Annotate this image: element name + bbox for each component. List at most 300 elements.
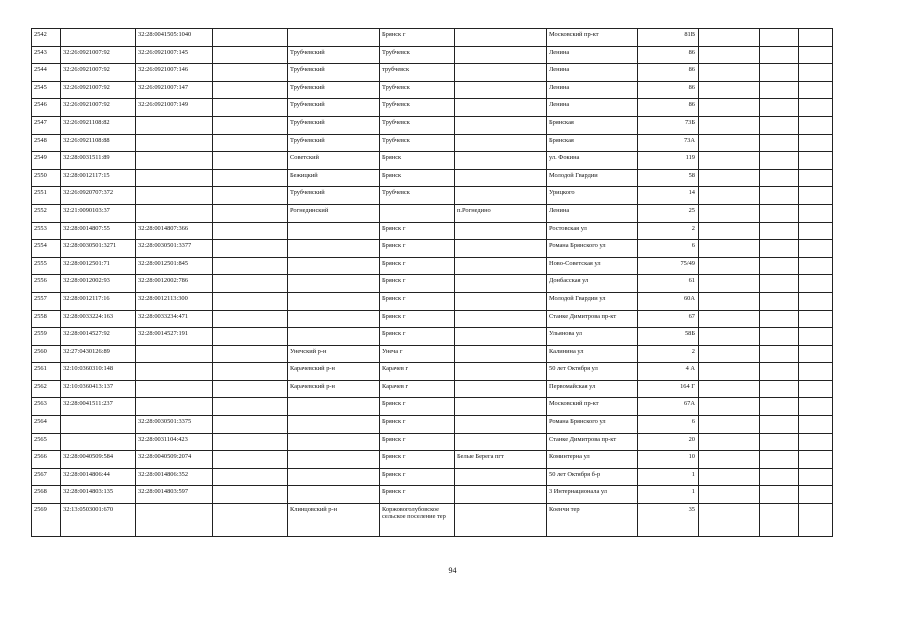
empty-cell bbox=[760, 134, 799, 152]
table-row bbox=[32, 204, 833, 222]
object-cadastral-number-cell: 32:26:0921007:146 bbox=[136, 64, 213, 82]
empty-cell bbox=[799, 169, 833, 187]
empty-cell bbox=[760, 416, 799, 434]
table-row bbox=[32, 310, 833, 328]
locality-cell bbox=[455, 468, 547, 486]
house-number-cell: 2 bbox=[638, 345, 699, 363]
cadastral-number-cell: 32:28:0014803:135 bbox=[61, 486, 136, 504]
house-number-cell: 75/49 bbox=[638, 257, 699, 275]
empty-cell bbox=[213, 486, 288, 504]
locality-cell bbox=[455, 363, 547, 381]
empty-cell bbox=[213, 433, 288, 451]
empty-cell bbox=[799, 363, 833, 381]
city-cell: Трубчевск bbox=[380, 187, 455, 205]
district-cell: Трубчевский bbox=[288, 116, 380, 134]
cadastral-number-cell: 32:26:0921108:82 bbox=[61, 116, 136, 134]
street-cell: Ленина bbox=[547, 64, 638, 82]
empty-cell bbox=[799, 328, 833, 346]
city-cell: Трубчевск bbox=[380, 99, 455, 117]
district-cell: Трубчевский bbox=[288, 134, 380, 152]
street-cell: Молодой Гвардии ул bbox=[547, 292, 638, 310]
cadastral-number-cell: 32:26:0921007:92 bbox=[61, 99, 136, 117]
locality-cell bbox=[455, 345, 547, 363]
house-number-cell: 10 bbox=[638, 451, 699, 469]
street-cell: Брянская bbox=[547, 116, 638, 134]
cadastral-number-cell: 32:28:0040509:584 bbox=[61, 451, 136, 469]
empty-cell bbox=[213, 46, 288, 64]
house-number-cell: 61 bbox=[638, 275, 699, 293]
empty-cell bbox=[799, 504, 833, 537]
empty-cell bbox=[799, 222, 833, 240]
locality-cell bbox=[455, 504, 547, 537]
district-cell: Карачевский р-н bbox=[288, 363, 380, 381]
city-cell: Брянск г bbox=[380, 29, 455, 47]
table-row bbox=[32, 169, 833, 187]
street-cell: Урицкого bbox=[547, 187, 638, 205]
empty-cell bbox=[213, 134, 288, 152]
row-number-cell: 2550 bbox=[32, 169, 61, 187]
city-cell: Карачев г bbox=[380, 380, 455, 398]
table-row bbox=[32, 64, 833, 82]
empty-cell bbox=[699, 116, 760, 134]
street-cell: Коминтерна ул bbox=[547, 451, 638, 469]
street-cell: Коенчи тер bbox=[547, 504, 638, 537]
house-number-cell: 6 bbox=[638, 416, 699, 434]
house-number-cell: 81В bbox=[638, 29, 699, 47]
object-cadastral-number-cell bbox=[136, 363, 213, 381]
street-cell: Донбасская ул bbox=[547, 275, 638, 293]
city-cell: Брянск г bbox=[380, 310, 455, 328]
empty-cell bbox=[760, 64, 799, 82]
object-cadastral-number-cell bbox=[136, 504, 213, 537]
table-row bbox=[32, 116, 833, 134]
house-number-cell: 2 bbox=[638, 222, 699, 240]
locality-cell bbox=[455, 187, 547, 205]
object-cadastral-number-cell: 32:26:0921007:145 bbox=[136, 46, 213, 64]
cadastral-number-cell: 32:28:0014527:92 bbox=[61, 328, 136, 346]
empty-cell bbox=[213, 222, 288, 240]
empty-cell bbox=[799, 310, 833, 328]
empty-cell bbox=[699, 169, 760, 187]
cadastral-number-cell: 32:28:0012117:15 bbox=[61, 169, 136, 187]
district-cell: Трубчевский bbox=[288, 64, 380, 82]
table-row bbox=[32, 468, 833, 486]
city-cell: Брянск bbox=[380, 152, 455, 170]
locality-cell bbox=[455, 486, 547, 504]
row-number-cell: 2564 bbox=[32, 416, 61, 434]
locality-cell bbox=[455, 292, 547, 310]
empty-cell bbox=[699, 398, 760, 416]
district-cell bbox=[288, 292, 380, 310]
cadastral-number-cell: 32:27:0430126:89 bbox=[61, 345, 136, 363]
street-cell: Ленина bbox=[547, 81, 638, 99]
row-number-cell: 2563 bbox=[32, 398, 61, 416]
empty-cell bbox=[213, 81, 288, 99]
cadastral-number-cell: 32:28:0033224:163 bbox=[61, 310, 136, 328]
city-cell bbox=[380, 204, 455, 222]
district-cell: Карачевский р-н bbox=[288, 380, 380, 398]
empty-cell bbox=[760, 380, 799, 398]
object-cadastral-number-cell bbox=[136, 204, 213, 222]
cadastral-number-cell: 32:10:0360413:137 bbox=[61, 380, 136, 398]
row-number-cell: 2568 bbox=[32, 486, 61, 504]
row-number-cell: 2542 bbox=[32, 29, 61, 47]
house-number-cell: 6 bbox=[638, 240, 699, 258]
city-cell: Брянск г bbox=[380, 416, 455, 434]
empty-cell bbox=[760, 187, 799, 205]
empty-cell bbox=[799, 416, 833, 434]
row-number-cell: 2546 bbox=[32, 99, 61, 117]
empty-cell bbox=[699, 292, 760, 310]
table-row bbox=[32, 152, 833, 170]
empty-cell bbox=[799, 275, 833, 293]
street-cell: Романа Брянского ул bbox=[547, 416, 638, 434]
empty-cell bbox=[699, 468, 760, 486]
cadastral-number-cell: 32:28:0031511:89 bbox=[61, 152, 136, 170]
object-cadastral-number-cell: 32:28:0040509:2074 bbox=[136, 451, 213, 469]
district-cell bbox=[288, 222, 380, 240]
district-cell: Трубчевский bbox=[288, 46, 380, 64]
district-cell bbox=[288, 433, 380, 451]
table-row bbox=[32, 504, 833, 537]
empty-cell bbox=[699, 486, 760, 504]
object-cadastral-number-cell: 32:28:0031104:423 bbox=[136, 433, 213, 451]
table-row bbox=[32, 275, 833, 293]
table-row bbox=[32, 363, 833, 381]
empty-cell bbox=[699, 345, 760, 363]
city-cell: Карачев г bbox=[380, 363, 455, 381]
empty-cell bbox=[760, 222, 799, 240]
locality-cell bbox=[455, 257, 547, 275]
street-cell: Станке Димитрова пр-кт bbox=[547, 310, 638, 328]
empty-cell bbox=[799, 380, 833, 398]
row-number-cell: 2554 bbox=[32, 240, 61, 258]
object-cadastral-number-cell bbox=[136, 345, 213, 363]
empty-cell bbox=[760, 292, 799, 310]
house-number-cell: 67А bbox=[638, 398, 699, 416]
cadastral-number-cell: 32:28:0012117:16 bbox=[61, 292, 136, 310]
empty-cell bbox=[760, 29, 799, 47]
table-row bbox=[32, 29, 833, 47]
empty-cell bbox=[213, 240, 288, 258]
empty-cell bbox=[699, 99, 760, 117]
empty-cell bbox=[799, 116, 833, 134]
empty-cell bbox=[699, 187, 760, 205]
row-number-cell: 2559 bbox=[32, 328, 61, 346]
object-cadastral-number-cell: 32:28:0012113:300 bbox=[136, 292, 213, 310]
locality-cell bbox=[455, 310, 547, 328]
empty-cell bbox=[760, 468, 799, 486]
empty-cell bbox=[699, 328, 760, 346]
cadastral-number-cell: 32:26:0921007:92 bbox=[61, 64, 136, 82]
locality-cell bbox=[455, 134, 547, 152]
empty-cell bbox=[799, 152, 833, 170]
empty-cell bbox=[213, 504, 288, 537]
table-row bbox=[32, 292, 833, 310]
row-number-cell: 2562 bbox=[32, 380, 61, 398]
city-cell: Трубчевск bbox=[380, 81, 455, 99]
empty-cell bbox=[760, 152, 799, 170]
empty-cell bbox=[799, 204, 833, 222]
empty-cell bbox=[760, 257, 799, 275]
table-row bbox=[32, 345, 833, 363]
district-cell: Трубчевский bbox=[288, 99, 380, 117]
empty-cell bbox=[699, 433, 760, 451]
empty-cell bbox=[760, 433, 799, 451]
empty-cell bbox=[213, 99, 288, 117]
city-cell: Брянск г bbox=[380, 240, 455, 258]
empty-cell bbox=[213, 275, 288, 293]
street-cell: Ленина bbox=[547, 204, 638, 222]
district-cell: Трубчевский bbox=[288, 187, 380, 205]
empty-cell bbox=[799, 292, 833, 310]
street-cell: Ростовская ул bbox=[547, 222, 638, 240]
empty-cell bbox=[699, 134, 760, 152]
house-number-cell: 86 bbox=[638, 64, 699, 82]
locality-cell bbox=[455, 29, 547, 47]
row-number-cell: 2553 bbox=[32, 222, 61, 240]
empty-cell bbox=[213, 328, 288, 346]
row-number-cell: 2561 bbox=[32, 363, 61, 381]
registry-table-body bbox=[32, 29, 833, 537]
locality-cell bbox=[455, 64, 547, 82]
object-cadastral-number-cell bbox=[136, 398, 213, 416]
cadastral-number-cell: 32:26:0920707:372 bbox=[61, 187, 136, 205]
table-row bbox=[32, 398, 833, 416]
empty-cell bbox=[760, 169, 799, 187]
street-cell: Ленина bbox=[547, 99, 638, 117]
object-cadastral-number-cell: 32:28:0012002:786 bbox=[136, 275, 213, 293]
empty-cell bbox=[760, 81, 799, 99]
city-cell: Унеча г bbox=[380, 345, 455, 363]
house-number-cell: 164 Г bbox=[638, 380, 699, 398]
table-row bbox=[32, 81, 833, 99]
row-number-cell: 2569 bbox=[32, 504, 61, 537]
object-cadastral-number-cell: 32:28:0033234:471 bbox=[136, 310, 213, 328]
empty-cell bbox=[699, 451, 760, 469]
street-cell: 50 лет Октября б-р bbox=[547, 468, 638, 486]
table-row bbox=[32, 380, 833, 398]
page-number: 94 bbox=[448, 566, 457, 575]
locality-cell: п.Рогнедино bbox=[455, 204, 547, 222]
cadastral-number-cell: 32:26:0921007:92 bbox=[61, 81, 136, 99]
empty-cell bbox=[760, 275, 799, 293]
object-cadastral-number-cell: 32:28:0041505:1040 bbox=[136, 29, 213, 47]
locality-cell bbox=[455, 222, 547, 240]
empty-cell bbox=[760, 486, 799, 504]
empty-cell bbox=[799, 81, 833, 99]
street-cell: Московский пр-кт bbox=[547, 398, 638, 416]
empty-cell bbox=[760, 99, 799, 117]
cadastral-number-cell: 32:26:0921007:92 bbox=[61, 46, 136, 64]
empty-cell bbox=[699, 64, 760, 82]
empty-cell bbox=[760, 46, 799, 64]
empty-cell bbox=[213, 292, 288, 310]
cadastral-number-cell: 32:28:0014807:55 bbox=[61, 222, 136, 240]
empty-cell bbox=[799, 433, 833, 451]
house-number-cell: 25 bbox=[638, 204, 699, 222]
empty-cell bbox=[213, 64, 288, 82]
empty-cell bbox=[760, 363, 799, 381]
object-cadastral-number-cell bbox=[136, 380, 213, 398]
street-cell: Московский пр-кт bbox=[547, 29, 638, 47]
empty-cell bbox=[799, 29, 833, 47]
table-row bbox=[32, 240, 833, 258]
table-row bbox=[32, 134, 833, 152]
object-cadastral-number-cell: 32:26:0921007:149 bbox=[136, 99, 213, 117]
empty-cell bbox=[760, 328, 799, 346]
row-number-cell: 2548 bbox=[32, 134, 61, 152]
empty-cell bbox=[699, 310, 760, 328]
table-row bbox=[32, 99, 833, 117]
street-cell: Молодой Гвардии bbox=[547, 169, 638, 187]
registry-table bbox=[31, 28, 833, 537]
empty-cell bbox=[760, 116, 799, 134]
empty-cell bbox=[699, 363, 760, 381]
city-cell: Брянск г bbox=[380, 222, 455, 240]
empty-cell bbox=[760, 345, 799, 363]
object-cadastral-number-cell: 32:28:0030501:3375 bbox=[136, 416, 213, 434]
empty-cell bbox=[213, 187, 288, 205]
empty-cell bbox=[760, 451, 799, 469]
house-number-cell: 58 bbox=[638, 169, 699, 187]
locality-cell: Белые Берега пгт bbox=[455, 451, 547, 469]
house-number-cell: 4 А bbox=[638, 363, 699, 381]
empty-cell bbox=[699, 380, 760, 398]
street-cell: Станке Димитрова пр-кт bbox=[547, 433, 638, 451]
house-number-cell: 20 bbox=[638, 433, 699, 451]
district-cell bbox=[288, 275, 380, 293]
district-cell bbox=[288, 468, 380, 486]
district-cell: Трубчевский bbox=[288, 81, 380, 99]
locality-cell bbox=[455, 46, 547, 64]
empty-cell bbox=[213, 451, 288, 469]
cadastral-number-cell: 32:10:0360310:148 bbox=[61, 363, 136, 381]
table-row bbox=[32, 46, 833, 64]
table-row bbox=[32, 222, 833, 240]
empty-cell bbox=[799, 134, 833, 152]
row-number-cell: 2557 bbox=[32, 292, 61, 310]
empty-cell bbox=[760, 504, 799, 537]
house-number-cell: 14 bbox=[638, 187, 699, 205]
cadastral-number-cell: 32:26:0921108:88 bbox=[61, 134, 136, 152]
empty-cell bbox=[799, 486, 833, 504]
object-cadastral-number-cell: 32:28:0012501:845 bbox=[136, 257, 213, 275]
empty-cell bbox=[799, 345, 833, 363]
city-cell: Брянск г bbox=[380, 292, 455, 310]
district-cell bbox=[288, 257, 380, 275]
city-cell: Трубчевск bbox=[380, 116, 455, 134]
empty-cell bbox=[213, 29, 288, 47]
row-number-cell: 2565 bbox=[32, 433, 61, 451]
object-cadastral-number-cell: 32:28:0030501:3377 bbox=[136, 240, 213, 258]
city-cell: Брянск г bbox=[380, 257, 455, 275]
table-row bbox=[32, 257, 833, 275]
empty-cell bbox=[699, 275, 760, 293]
empty-cell bbox=[699, 81, 760, 99]
locality-cell bbox=[455, 275, 547, 293]
street-cell: Калинина ул bbox=[547, 345, 638, 363]
city-cell: Коржовоголубовское сельское поселение тер bbox=[380, 504, 455, 537]
house-number-cell: 73Б bbox=[638, 116, 699, 134]
empty-cell bbox=[799, 257, 833, 275]
cadastral-number-cell bbox=[61, 433, 136, 451]
locality-cell bbox=[455, 152, 547, 170]
house-number-cell: 58Б bbox=[638, 328, 699, 346]
house-number-cell: 86 bbox=[638, 46, 699, 64]
row-number-cell: 2544 bbox=[32, 64, 61, 82]
locality-cell bbox=[455, 81, 547, 99]
table-row bbox=[32, 187, 833, 205]
empty-cell bbox=[799, 187, 833, 205]
empty-cell bbox=[699, 204, 760, 222]
house-number-cell: 1 bbox=[638, 486, 699, 504]
house-number-cell: 86 bbox=[638, 81, 699, 99]
district-cell bbox=[288, 416, 380, 434]
empty-cell bbox=[699, 222, 760, 240]
city-cell: Брянск г bbox=[380, 451, 455, 469]
object-cadastral-number-cell: 32:26:0921007:147 bbox=[136, 81, 213, 99]
table-row bbox=[32, 328, 833, 346]
street-cell: Ульянова ул bbox=[547, 328, 638, 346]
empty-cell bbox=[213, 345, 288, 363]
street-cell: Брянская bbox=[547, 134, 638, 152]
table-row bbox=[32, 416, 833, 434]
table-row bbox=[32, 486, 833, 504]
empty-cell bbox=[213, 152, 288, 170]
object-cadastral-number-cell bbox=[136, 169, 213, 187]
cadastral-number-cell bbox=[61, 416, 136, 434]
empty-cell bbox=[699, 504, 760, 537]
city-cell: трубчевск bbox=[380, 64, 455, 82]
street-cell: Первомайская ул bbox=[547, 380, 638, 398]
row-number-cell: 2545 bbox=[32, 81, 61, 99]
street-cell: Ново-Советская ул bbox=[547, 257, 638, 275]
empty-cell bbox=[213, 116, 288, 134]
object-cadastral-number-cell bbox=[136, 134, 213, 152]
empty-cell bbox=[799, 99, 833, 117]
city-cell: Брянск г bbox=[380, 328, 455, 346]
row-number-cell: 2547 bbox=[32, 116, 61, 134]
empty-cell bbox=[213, 310, 288, 328]
house-number-cell: 119 bbox=[638, 152, 699, 170]
empty-cell bbox=[799, 240, 833, 258]
district-cell: Советский bbox=[288, 152, 380, 170]
row-number-cell: 2560 bbox=[32, 345, 61, 363]
cadastral-number-cell bbox=[61, 29, 136, 47]
district-cell bbox=[288, 29, 380, 47]
house-number-cell: 67 bbox=[638, 310, 699, 328]
district-cell bbox=[288, 240, 380, 258]
district-cell bbox=[288, 310, 380, 328]
city-cell: Брянск г bbox=[380, 468, 455, 486]
empty-cell bbox=[799, 468, 833, 486]
locality-cell bbox=[455, 416, 547, 434]
table-row bbox=[32, 451, 833, 469]
empty-cell bbox=[799, 398, 833, 416]
city-cell: Брянск г bbox=[380, 486, 455, 504]
city-cell: Брянск г bbox=[380, 433, 455, 451]
empty-cell bbox=[799, 451, 833, 469]
cadastral-number-cell: 32:28:0030501:3271 bbox=[61, 240, 136, 258]
empty-cell bbox=[699, 152, 760, 170]
row-number-cell: 2566 bbox=[32, 451, 61, 469]
city-cell: Брянск bbox=[380, 169, 455, 187]
object-cadastral-number-cell: 32:28:0014806:352 bbox=[136, 468, 213, 486]
row-number-cell: 2549 bbox=[32, 152, 61, 170]
city-cell: Трубчевск bbox=[380, 134, 455, 152]
empty-cell bbox=[760, 204, 799, 222]
